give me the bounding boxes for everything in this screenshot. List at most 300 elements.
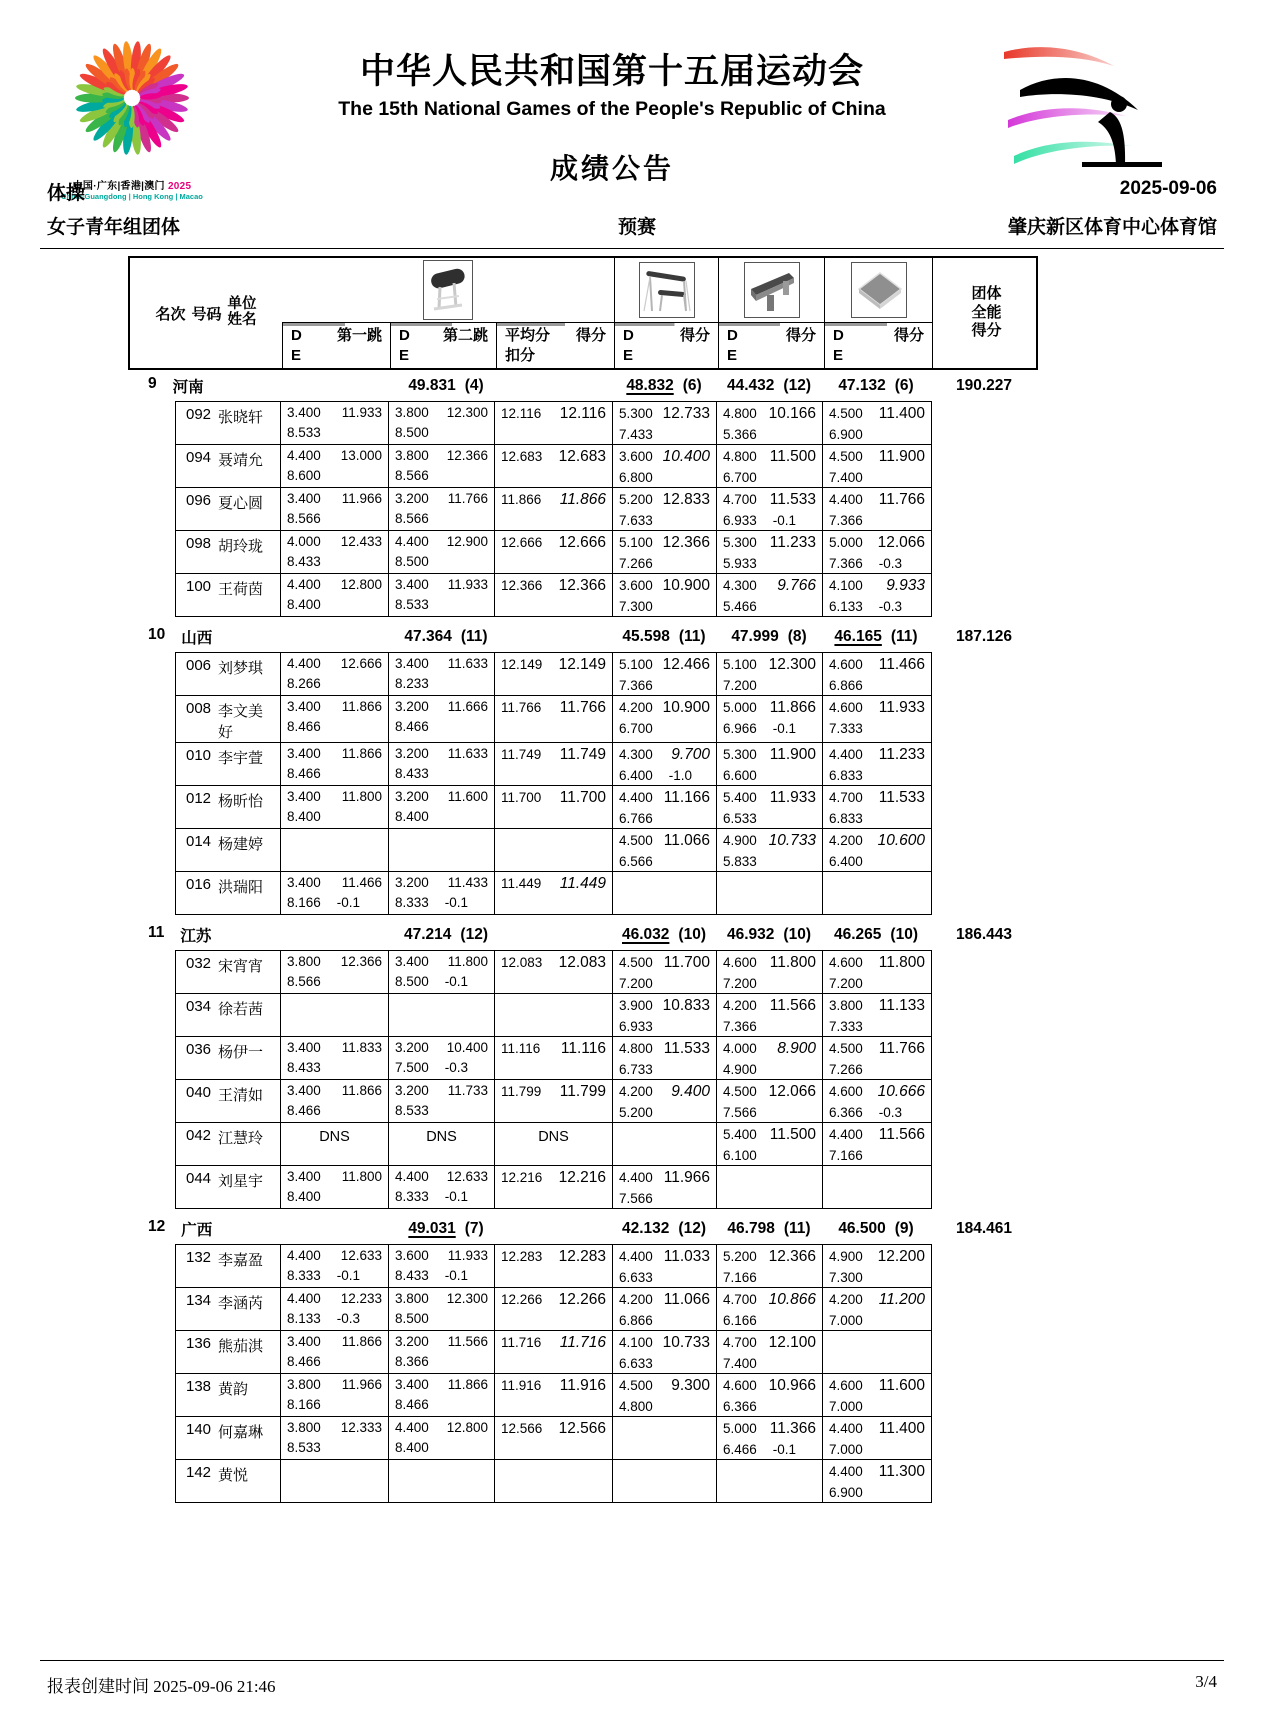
vault2-cell: 3.800 12.300 8.500	[389, 1288, 495, 1330]
athlete-name-cell	[176, 1417, 281, 1459]
athlete-row	[176, 1037, 931, 1080]
athlete-row	[176, 402, 931, 445]
vault2-cell: 3.600 11.933 8.433 -0.1	[389, 1245, 495, 1287]
ub-cell: 4.500 11.066 6.566	[613, 829, 717, 871]
vault2-cell: 3.200 10.400 7.500 -0.3	[389, 1037, 495, 1079]
uneven-bars-header	[614, 258, 718, 322]
athlete-name: 张晓轩	[218, 409, 264, 426]
ub-cell: 4.200 11.066 6.866	[613, 1288, 717, 1330]
athlete-row	[176, 1417, 931, 1460]
vault1-cell: 3.800 12.333 8.533	[281, 1417, 389, 1459]
vault-avg-cell	[495, 1460, 613, 1502]
athlete-name-cell	[176, 1037, 281, 1079]
fx-cell: 4.600 11.800 7.200	[829, 954, 925, 991]
vault-avg-cell: 12.283 12.283	[495, 1245, 613, 1287]
athlete-row	[176, 1080, 931, 1123]
vault1-cell: 3.400 11.866 8.466	[281, 743, 389, 785]
athlete-name: 李文美好	[218, 703, 264, 741]
fx-cell: 4.100 9.933 6.133 -0.3	[829, 577, 925, 614]
vault2-cell: 3.400 11.933 8.533	[389, 574, 495, 616]
fx-cell	[823, 1166, 931, 1208]
team-row	[128, 1216, 1038, 1241]
vault2-cell	[389, 829, 495, 871]
athlete-row	[176, 488, 931, 531]
athlete-number: 092	[186, 406, 212, 423]
ub-cell	[613, 1123, 717, 1165]
athlete-name-cell	[176, 872, 281, 914]
team-bb-score: 46.932 (10)	[727, 925, 811, 943]
vault-avg-cell: 12.666 12.666	[495, 531, 613, 573]
header-rank-number-unit	[130, 258, 282, 368]
fx-cell: 4.200 11.200 7.000	[829, 1291, 925, 1328]
vault1-cell	[281, 994, 389, 1036]
balance-beam-header	[718, 258, 824, 322]
athlete-row	[176, 743, 931, 786]
vault1-cell	[281, 1460, 389, 1502]
fx-cell	[823, 1331, 931, 1373]
bb-cell: 4.900 10.733 5.833	[717, 829, 823, 871]
athlete-row	[176, 1460, 931, 1502]
team-total-header: 团体 全能 得分	[932, 258, 1040, 368]
fx-cell: 4.400 11.400 7.000	[829, 1420, 925, 1457]
vault-avg-cell: 11.716 11.716	[495, 1331, 613, 1373]
bb-cell: 4.300 9.766 5.466	[717, 574, 823, 616]
athlete-name-cell	[176, 531, 281, 573]
team-vault-score: 49.831 (4)	[408, 376, 484, 394]
vault-avg-cell: 11.449 11.449	[495, 872, 613, 914]
vault-avg-cell: 12.683 12.683	[495, 445, 613, 487]
ub-cell: 4.300 9.700 6.400 -1.0	[613, 743, 717, 785]
bulletin-title: 成绩公告	[549, 153, 674, 184]
ub-cell: 4.500 9.300 4.800	[613, 1374, 717, 1416]
vault1-cell: 3.400 11.866 8.466	[281, 1080, 389, 1122]
fx-cell: 4.600 11.600 7.000	[829, 1377, 925, 1414]
team-block	[175, 652, 932, 915]
athlete-name-cell	[176, 696, 281, 742]
fx-cell: 4.900 12.200 7.300	[829, 1248, 925, 1285]
ub-cell: 3.900 10.833 6.933	[613, 994, 717, 1036]
vault-avg-cell: 11.866 11.866	[495, 488, 613, 530]
team-block	[175, 401, 932, 617]
vault1-cell: 4.400 12.666 8.266	[281, 653, 389, 695]
team-ub-score: 46.032 (10)	[622, 925, 706, 943]
vault2-cell: 3.400 11.633 8.233	[389, 653, 495, 695]
team-total-score: 184.461	[955, 1219, 1013, 1237]
vault-avg-cell	[495, 829, 613, 871]
team-fx-score: 46.165 (11)	[834, 627, 918, 645]
athlete-number: 098	[186, 535, 212, 552]
athlete-number: 010	[186, 747, 212, 764]
athlete-name-cell	[176, 653, 281, 695]
venue-label: 肇庆新区体育中心体育馆	[1007, 217, 1217, 238]
bb-cell: 4.700 11.533 6.933 -0.1	[717, 488, 823, 530]
athlete-number: 040	[186, 1084, 212, 1101]
team-row	[128, 922, 1038, 947]
athlete-name-cell	[176, 574, 281, 616]
athlete-row	[176, 829, 931, 872]
vault-avg-cell: 12.566 12.566	[495, 1417, 613, 1459]
vault2-cell: 3.200 11.733 8.533	[389, 1080, 495, 1122]
fx-cell: 4.500 11.900 7.400	[829, 448, 925, 485]
vault-avg-cell: 12.216 12.216	[495, 1166, 613, 1208]
athlete-name: 王荷茵	[218, 581, 264, 598]
vault1-cell: 3.400 11.800 8.400	[281, 786, 389, 828]
fx-cell: 4.600 11.933 7.333	[829, 699, 925, 736]
athlete-row	[176, 1245, 931, 1288]
athlete-number: 034	[186, 998, 212, 1015]
page-title-en: The 15th National Games of the People's Republic of China	[338, 98, 886, 120]
vault2-cell: 3.200 11.766 8.566	[389, 488, 495, 530]
athlete-number: 032	[186, 955, 212, 972]
athlete-number: 008	[186, 700, 212, 717]
athlete-name-cell	[176, 445, 281, 487]
ub-cell	[613, 872, 717, 914]
vault2-cell: 3.200 11.666 8.466	[389, 696, 495, 742]
games-logo-burst	[62, 34, 202, 170]
athlete-name: 宋宵宵	[218, 958, 264, 975]
page-title-cn: 中华人民共和国第十五届运动会	[359, 52, 864, 91]
team-rank: 9	[148, 374, 157, 392]
team-row	[128, 624, 1038, 649]
vault2-cell: 3.800 12.300 8.500	[389, 402, 495, 444]
athlete-name: 李嘉盈	[218, 1252, 264, 1269]
team-rank: 11	[148, 923, 165, 941]
header-rule	[40, 248, 1224, 249]
athlete-name: 刘星宇	[218, 1173, 264, 1190]
vault-avg-cell: 12.083 12.083	[495, 951, 613, 993]
vault1-cell: 4.400 13.000 8.600	[281, 445, 389, 487]
vault1-cell: 3.400 11.800 8.400	[281, 1166, 389, 1208]
bb-cell	[717, 872, 823, 914]
vault2-cell	[389, 1460, 495, 1502]
vault-avg-cell: 12.116 12.116	[495, 402, 613, 444]
athlete-name: 刘梦琪	[218, 660, 264, 677]
bb-cell: 5.300 11.900 6.600	[717, 743, 823, 785]
header-unit-name: 单位 姓名	[227, 296, 257, 328]
athlete-name: 江慧玲	[218, 1130, 264, 1147]
athlete-number: 006	[186, 657, 212, 674]
team-block	[175, 950, 932, 1209]
team-name: 山西	[181, 629, 213, 647]
vault2-cell: 3.400 11.800 8.500 -0.1	[389, 951, 495, 993]
athlete-number: 094	[186, 449, 212, 466]
athlete-number: 044	[186, 1170, 212, 1187]
athlete-name: 何嘉琳	[218, 1424, 264, 1441]
bb-cell: 5.100 12.300 7.200	[717, 653, 823, 695]
header-rank: 名次	[155, 305, 186, 323]
vault-icon	[423, 260, 473, 320]
table-header	[128, 256, 1038, 370]
header-number: 号码	[191, 305, 222, 323]
bb-cell: 4.700 12.100 7.400	[717, 1331, 823, 1373]
vault-avg-cell: DNS	[495, 1123, 613, 1165]
team-ub-score: 42.132 (12)	[622, 1219, 706, 1237]
ub-cell: 4.200 10.900 6.700	[613, 696, 717, 742]
athlete-name-cell	[176, 1331, 281, 1373]
uneven-bars-icon	[639, 262, 695, 318]
vault-avg-cell: 12.149 12.149	[495, 653, 613, 695]
athlete-name: 黄悦	[218, 1467, 249, 1484]
athlete-row	[176, 951, 931, 994]
event-label: 女子青年组团体	[47, 217, 181, 238]
athlete-row	[176, 872, 931, 914]
athlete-name: 胡玲珑	[218, 538, 264, 555]
floor-header	[824, 258, 932, 322]
athlete-number: 036	[186, 1041, 212, 1058]
team-total-score: 187.126	[955, 627, 1013, 645]
vault-avg-cell: 11.799 11.799	[495, 1080, 613, 1122]
fx-cell: 3.800 11.133 7.333	[829, 997, 925, 1034]
vault1-cell	[281, 829, 389, 871]
bb-cell: 4.600 10.966 6.366	[717, 1374, 823, 1416]
vault1-subheader: D 第一跳 E	[282, 322, 390, 368]
athlete-name: 杨伊一	[218, 1044, 264, 1061]
vault1-cell: 3.400 11.933 8.533	[281, 402, 389, 444]
athlete-name-cell	[176, 786, 281, 828]
vault1-cell: 3.400 11.966 8.566	[281, 488, 389, 530]
report-created-time: 报表创建时间 2025-09-06 21:46	[47, 1677, 276, 1696]
team-name: 广西	[181, 1221, 213, 1239]
sport-label: 体操	[47, 183, 86, 204]
team-rank: 12	[148, 1217, 166, 1235]
athlete-row	[176, 786, 931, 829]
title-block	[232, 44, 992, 187]
ub-cell: 3.600 10.900 7.300	[613, 574, 717, 616]
table-body	[128, 366, 1038, 1503]
team-rank: 10	[148, 625, 166, 643]
vault-avg-cell: 11.766 11.766	[495, 696, 613, 742]
vault1-cell: DNS	[281, 1123, 389, 1165]
athlete-row	[176, 696, 931, 743]
athlete-number: 100	[186, 578, 212, 595]
ub-cell	[613, 1417, 717, 1459]
vault-avg-cell: 12.266 12.266	[495, 1288, 613, 1330]
athlete-row	[176, 653, 931, 696]
vault2-cell	[389, 994, 495, 1036]
athlete-row	[176, 1374, 931, 1417]
athlete-name-cell	[176, 488, 281, 530]
athlete-name-cell	[176, 1245, 281, 1287]
vault2-cell: 3.800 12.366 8.566	[389, 445, 495, 487]
bb-cell: 4.800 10.166 5.366	[717, 402, 823, 444]
athlete-name-cell	[176, 402, 281, 444]
fx-cell: 4.500 11.766 7.266	[829, 1040, 925, 1077]
ub-cell	[613, 1460, 717, 1502]
team-fx-score: 46.265 (10)	[834, 925, 918, 943]
vault2-cell: 3.200 11.633 8.433	[389, 743, 495, 785]
footer-rule	[40, 1660, 1224, 1661]
fx-cell: 4.400 11.300 6.900	[829, 1463, 925, 1500]
athlete-number: 096	[186, 492, 212, 509]
athlete-number: 136	[186, 1335, 212, 1352]
fx-cell: 4.500 11.400 6.900	[829, 405, 925, 442]
athlete-row	[176, 445, 931, 488]
athlete-name-cell	[176, 1080, 281, 1122]
vault-avg-cell	[495, 994, 613, 1036]
athlete-name: 李涵芮	[218, 1295, 264, 1312]
vault2-cell: 3.200 11.566 8.366	[389, 1331, 495, 1373]
athlete-name: 杨建婷	[218, 836, 264, 853]
athlete-number: 138	[186, 1378, 212, 1395]
athlete-name: 洪瑞阳	[218, 879, 264, 896]
vault-avg-cell: 11.916 11.916	[495, 1374, 613, 1416]
team-bb-score: 44.432 (12)	[727, 376, 811, 394]
fx-cell: 4.400 11.566 7.166	[829, 1126, 925, 1163]
fx-cell: 4.600 10.666 6.366 -0.3	[829, 1083, 925, 1120]
bb-cell	[717, 1460, 823, 1502]
fx-cell: 5.000 12.066 7.366 -0.3	[829, 534, 925, 571]
games-logo	[52, 34, 212, 201]
vault2-cell: 4.400 12.633 8.333 -0.1	[389, 1166, 495, 1208]
athlete-name-cell	[176, 1166, 281, 1208]
fx-cell: 4.600 11.466 6.866	[829, 656, 925, 693]
info-row-1	[47, 178, 1217, 205]
ub-cell: 4.200 9.400 5.200	[613, 1080, 717, 1122]
bb-cell: 5.000 11.366 6.466 -0.1	[717, 1417, 823, 1459]
ub-cell: 5.100 12.366 7.266	[613, 531, 717, 573]
bb-cell: 4.700 10.866 6.166	[717, 1288, 823, 1330]
athlete-name-cell	[176, 743, 281, 785]
team-name: 河南	[172, 378, 204, 396]
athlete-row	[176, 1123, 931, 1166]
fx-cell: 4.700 11.533 6.833	[829, 789, 925, 826]
bb-cell	[717, 1166, 823, 1208]
vault2-cell: 3.200 11.600 8.400	[389, 786, 495, 828]
athlete-row	[176, 1166, 931, 1208]
athlete-row	[176, 1331, 931, 1374]
vault1-cell: 3.400 11.866 8.466	[281, 1331, 389, 1373]
ub-cell: 5.100 12.466 7.366	[613, 653, 717, 695]
fx-subheader: D 得分 E	[824, 322, 932, 368]
athlete-name-cell	[176, 829, 281, 871]
fx-cell	[823, 872, 931, 914]
games-logo-caption-cn: 中国·广东|香港|澳门 2025	[72, 181, 192, 192]
bb-cell: 5.000 11.866 6.966 -0.1	[717, 696, 823, 742]
athlete-number: 134	[186, 1292, 212, 1309]
vault2-subheader: D 第二跳 E	[390, 322, 496, 368]
balance-beam-icon	[744, 262, 800, 318]
vault1-cell: 3.400 11.833 8.433	[281, 1037, 389, 1079]
vault2-cell: DNS	[389, 1123, 495, 1165]
athlete-name-cell	[176, 1374, 281, 1416]
vault2-cell: 3.400 11.866 8.466	[389, 1374, 495, 1416]
vault2-cell: 3.200 11.433 8.333 -0.1	[389, 872, 495, 914]
ub-cell: 4.500 11.700 7.200	[613, 951, 717, 993]
team-ub-score: 48.832 (6)	[626, 376, 702, 394]
athlete-number: 016	[186, 876, 212, 893]
athlete-number: 014	[186, 833, 212, 850]
bb-cell: 5.300 11.233 5.933	[717, 531, 823, 573]
athlete-number: 140	[186, 1421, 212, 1438]
athlete-row	[176, 994, 931, 1037]
team-fx-score: 46.500 (9)	[838, 1219, 914, 1237]
vault1-cell: 3.400 11.866 8.466	[281, 696, 389, 742]
athlete-number: 132	[186, 1249, 212, 1266]
athlete-row	[176, 1288, 931, 1331]
athlete-row	[176, 531, 931, 574]
ub-cell: 4.400 11.966 7.566	[613, 1166, 717, 1208]
team-vault-score: 47.364 (11)	[404, 627, 488, 645]
athlete-name: 李宇萱	[218, 750, 264, 767]
ub-cell: 5.200 12.833 7.633	[613, 488, 717, 530]
footer	[47, 1672, 1217, 1697]
bb-cell: 5.200 12.366 7.166	[717, 1245, 823, 1287]
athlete-name: 徐若茜	[218, 1001, 264, 1018]
fx-cell: 4.400 11.766 7.366	[829, 491, 925, 528]
team-total-score: 186.443	[955, 925, 1013, 943]
fx-cell: 4.200 10.600 6.400	[829, 832, 925, 869]
bb-cell: 4.600 11.800 7.200	[717, 951, 823, 993]
vault-avg-cell: 12.366 12.366	[495, 574, 613, 616]
team-name: 江苏	[180, 927, 212, 945]
athlete-name: 杨昕怡	[218, 793, 264, 810]
ub-cell: 4.400 11.166 6.766	[613, 786, 717, 828]
vault1-cell: 4.400 12.800 8.400	[281, 574, 389, 616]
vault-avg-cell: 11.116 11.116	[495, 1037, 613, 1079]
team-bb-score: 46.798 (11)	[727, 1219, 811, 1237]
athlete-name: 聂靖允	[218, 452, 264, 469]
gymnastics-pictogram	[986, 40, 1164, 177]
bb-cell: 5.400 11.500 6.100	[717, 1123, 823, 1165]
athlete-name: 王清如	[218, 1087, 264, 1104]
team-fx-score: 47.132 (6)	[838, 376, 914, 394]
team-bb-score: 47.999 (8)	[731, 627, 807, 645]
bb-cell: 4.800 11.500 6.700	[717, 445, 823, 487]
info-row-2	[47, 212, 1217, 239]
fx-cell: 4.400 11.233 6.833	[829, 746, 925, 783]
ub-cell: 4.800 11.533 6.733	[613, 1037, 717, 1079]
bb-cell: 5.400 11.933 6.533	[717, 786, 823, 828]
ub-cell: 5.300 12.733 7.433	[613, 402, 717, 444]
ub-subheader: D 得分 E	[614, 322, 718, 368]
bb-cell: 4.200 11.566 7.366	[717, 994, 823, 1036]
athlete-number: 042	[186, 1127, 212, 1144]
ub-cell: 4.100 10.733 6.633	[613, 1331, 717, 1373]
athlete-name-cell	[176, 1288, 281, 1330]
athlete-row	[176, 574, 931, 616]
date-label: 2025-09-06	[1119, 178, 1217, 199]
athlete-name: 黄韵	[218, 1381, 249, 1398]
vault-avg-cell: 11.749 11.749	[495, 743, 613, 785]
athlete-name-cell	[176, 1123, 281, 1165]
athlete-number: 012	[186, 790, 212, 807]
vault1-cell: 3.800 12.366 8.566	[281, 951, 389, 993]
bb-cell: 4.000 8.900 4.900	[717, 1037, 823, 1079]
vault-avg-cell: 11.700 11.700	[495, 786, 613, 828]
vault1-cell: 4.400 12.633 8.333 -0.1	[281, 1245, 389, 1287]
athlete-name-cell	[176, 951, 281, 993]
vault1-cell: 3.400 11.466 8.166 -0.1	[281, 872, 389, 914]
team-ub-score: 45.598 (11)	[622, 627, 706, 645]
athlete-name: 熊茄淇	[218, 1338, 264, 1355]
athlete-number: 142	[186, 1464, 212, 1481]
games-logo-caption-en: China-Guangdong | Hong Kong | Macao	[61, 192, 203, 201]
avg-subheader: 平均分 得分 扣分	[496, 322, 614, 368]
bb-cell: 4.500 12.066 7.566	[717, 1080, 823, 1122]
team-vault-score: 49.031 (7)	[408, 1219, 484, 1237]
athlete-name-cell	[176, 1460, 281, 1502]
floor-icon	[851, 262, 907, 318]
vault2-cell: 4.400 12.800 8.400	[389, 1417, 495, 1459]
vault-header	[282, 258, 614, 322]
athlete-name: 夏心圆	[218, 495, 264, 512]
athlete-name-cell	[176, 994, 281, 1036]
bb-subheader: D 得分 E	[718, 322, 824, 368]
vault1-cell: 3.800 11.966 8.166	[281, 1374, 389, 1416]
vault1-cell: 4.000 12.433 8.433	[281, 531, 389, 573]
ub-cell: 4.400 11.033 6.633	[613, 1245, 717, 1287]
ub-cell: 3.600 10.400 6.800	[613, 445, 717, 487]
